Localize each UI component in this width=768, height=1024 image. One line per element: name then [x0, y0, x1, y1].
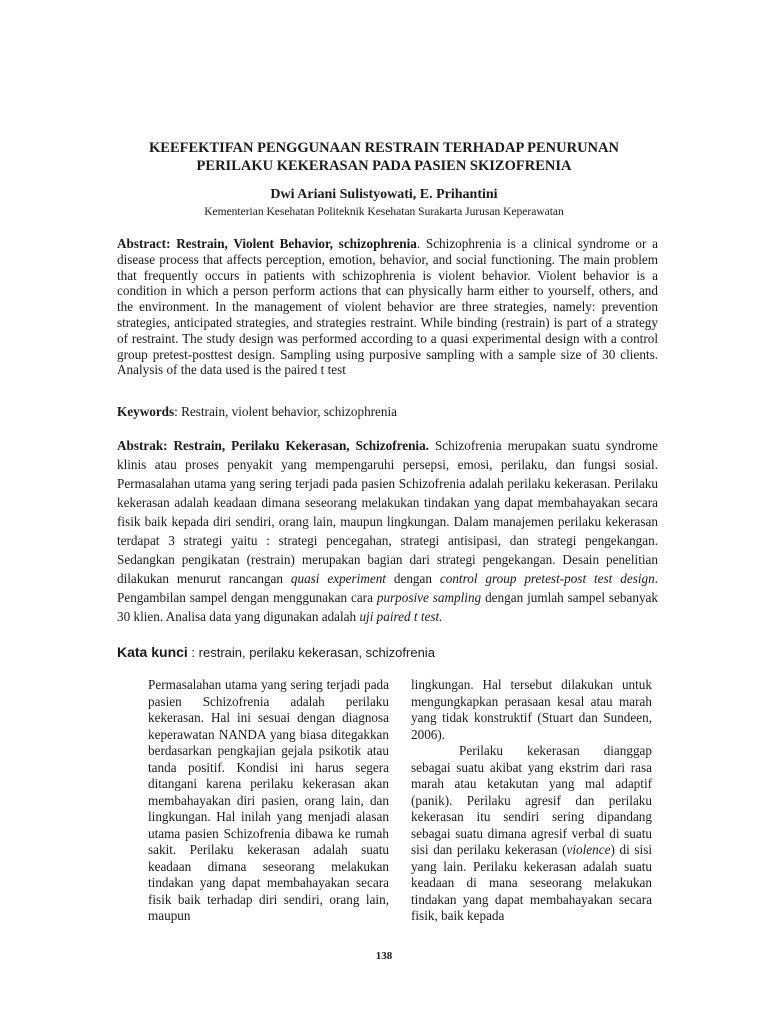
abstract-indonesian-italic-4: uji paired t test. [359, 609, 443, 624]
keywords-indonesian-label: Kata kunci [117, 644, 188, 660]
abstract-indonesian-italic-2: control group pretest-post test design [439, 571, 655, 586]
body-right-paragraph-2-text-a: Perilaku kekerasan dianggap sebagai suatu akibat yang ekstrim dari rasa marah atau ketakutan yang mal adaptif (panik). Perilaku agresif dan perilaku kekerasan itu sendiri sering dipandang sebagai suatu dimana agresif verbal di suatu sisi dan perilaku kekerasan ( [411, 743, 652, 857]
abstract-english-text: . Schizophrenia is a clinical syndrome or a disease process that affects perception, emotion, behavior, and social functioning. The main problem that frequently occurs in patients with schizophrenia is violent behavior. Violent behavior is a condition in which a person perform actions that can physically harm either to yourself, others, and the environment. In the management of violent behavior are three strategies, namely: prevention strategies, anticipated strategies, and strategies restraint. While binding (restrain) is part of a strategy of restraint. The study design was performed according to a quasi experimental design with a control group pretest-posttest design. Sampling using purposive sampling with a sample size of 30 clients. Analysis of the data used is the paired t test [117, 236, 658, 378]
body-right-paragraph-2 [411, 743, 652, 925]
affiliation: Kementerian Kesehatan Politeknik Kesehatan Surakarta Jurusan Keperawatan [204, 206, 564, 218]
body-right-paragraph-2-text-b: ) di sisi yang lain. Perilaku kekerasan adalah suatu keadaan di mana seseorang melakukan tindakan yang dapat membahayakan secara fisik, baik kepada [411, 842, 652, 923]
abstract-english-lead: Abstract: Restrain, Violent Behavior, schizophrenia [117, 236, 417, 251]
paper-title [120, 139, 648, 175]
abstract-indonesian-text-4: dengan jumlah sampel sebanyak 30 klien. Analisa data yang digunakan adalah [117, 590, 658, 624]
page-number: 138 [375, 950, 393, 962]
abstract-indonesian-italic-1: quasi experiment [290, 571, 386, 586]
keywords-english-label: Keywords [117, 404, 175, 419]
body-column-right [411, 677, 652, 925]
title-line-1: KEEFEKTIFAN PENGGUNAAN RESTRAIN TERHADAP PENURUNAN [149, 140, 619, 156]
abstract-indonesian-text-3: . Pengambilan sampel dengan menggunakan cara [117, 571, 658, 605]
abstract-indonesian-text-2: dengan [385, 571, 440, 586]
body-left-text: Permasalahan utama yang sering terjadi pada pasien Schizofrenia adalah perilaku kekerasan. Hal ini sesuai dengan diagnosa keperawatan NANDA yang biasa ditegakkan berdasarkan pengkajian gejala psikotik atau tanda positif. Kondisi ini harus segera ditangani karena perilaku kekerasan akan membahayakan diri pasien, orang lain, dan lingkungan. Hal inilah yang menjadi alasan utama pasien Schizofrenia dibawa ke rumah sakit. Perilaku kekerasan adalah suatu keadaan dimana seseorang melakukan tindakan yang dapat membahayakan secara fisik baik terhadap diri sendiri, orang lain, maupun [148, 677, 389, 923]
abstract-english [117, 236, 658, 378]
body-column-left [148, 677, 389, 925]
title-line-2: PERILAKU KEKERASAN PADA PASIEN SKIZOFRENIA [196, 158, 572, 174]
abstract-indonesian-lead: Abstrak: Restrain, Perilaku Kekerasan, Schizofrenia. [117, 438, 429, 453]
abstract-indonesian-text-1: Schizofrenia merupakan suatu syndrome klinis atau proses penyakit yang mempengaruhi persepsi, emosi, perilaku, dan fungsi sosial. Permasalahan utama yang sering terjadi pada pasien Schizofrenia adalah perilaku kekerasan. Perilaku kekerasan adalah keadaan dimana seseorang melakukan tindakan yang dapat membahayakan secara fisik baik kepada diri sendiri, orang lain, maupun lingkungan. Dalam manajemen perilaku kekerasan terdapat 3 strategi yaitu : strategi pencegahan, strategi antisipasi, dan strategi pengekangan. Sedangkan pengikatan (restrain) merupakan bagian dari strategi pengekangan. Desain penelitian dilakukan menurut rancangan [117, 438, 658, 586]
abstract-indonesian-italic-3: purposive sampling [376, 590, 482, 605]
keywords-indonesian-text: : restrain, perilaku kekerasan, schizofrenia [187, 645, 435, 660]
abstract-indonesian [117, 436, 658, 626]
body-right-paragraph-1: lingkungan. Hal tersebut dilakukan untuk mengungkapkan perasaan kesal atau marah yang tidak konstruktif (Stuart dan Sundeen, 2006). [411, 677, 652, 742]
authors: Dwi Ariani Sulistyowati, E. Prihantini [270, 187, 498, 202]
keywords-english [117, 404, 658, 420]
keywords-english-text: : Restrain, violent behavior, schizophrenia [174, 404, 398, 419]
body-right-italic: violence [566, 842, 611, 857]
keywords-indonesian [117, 644, 658, 661]
